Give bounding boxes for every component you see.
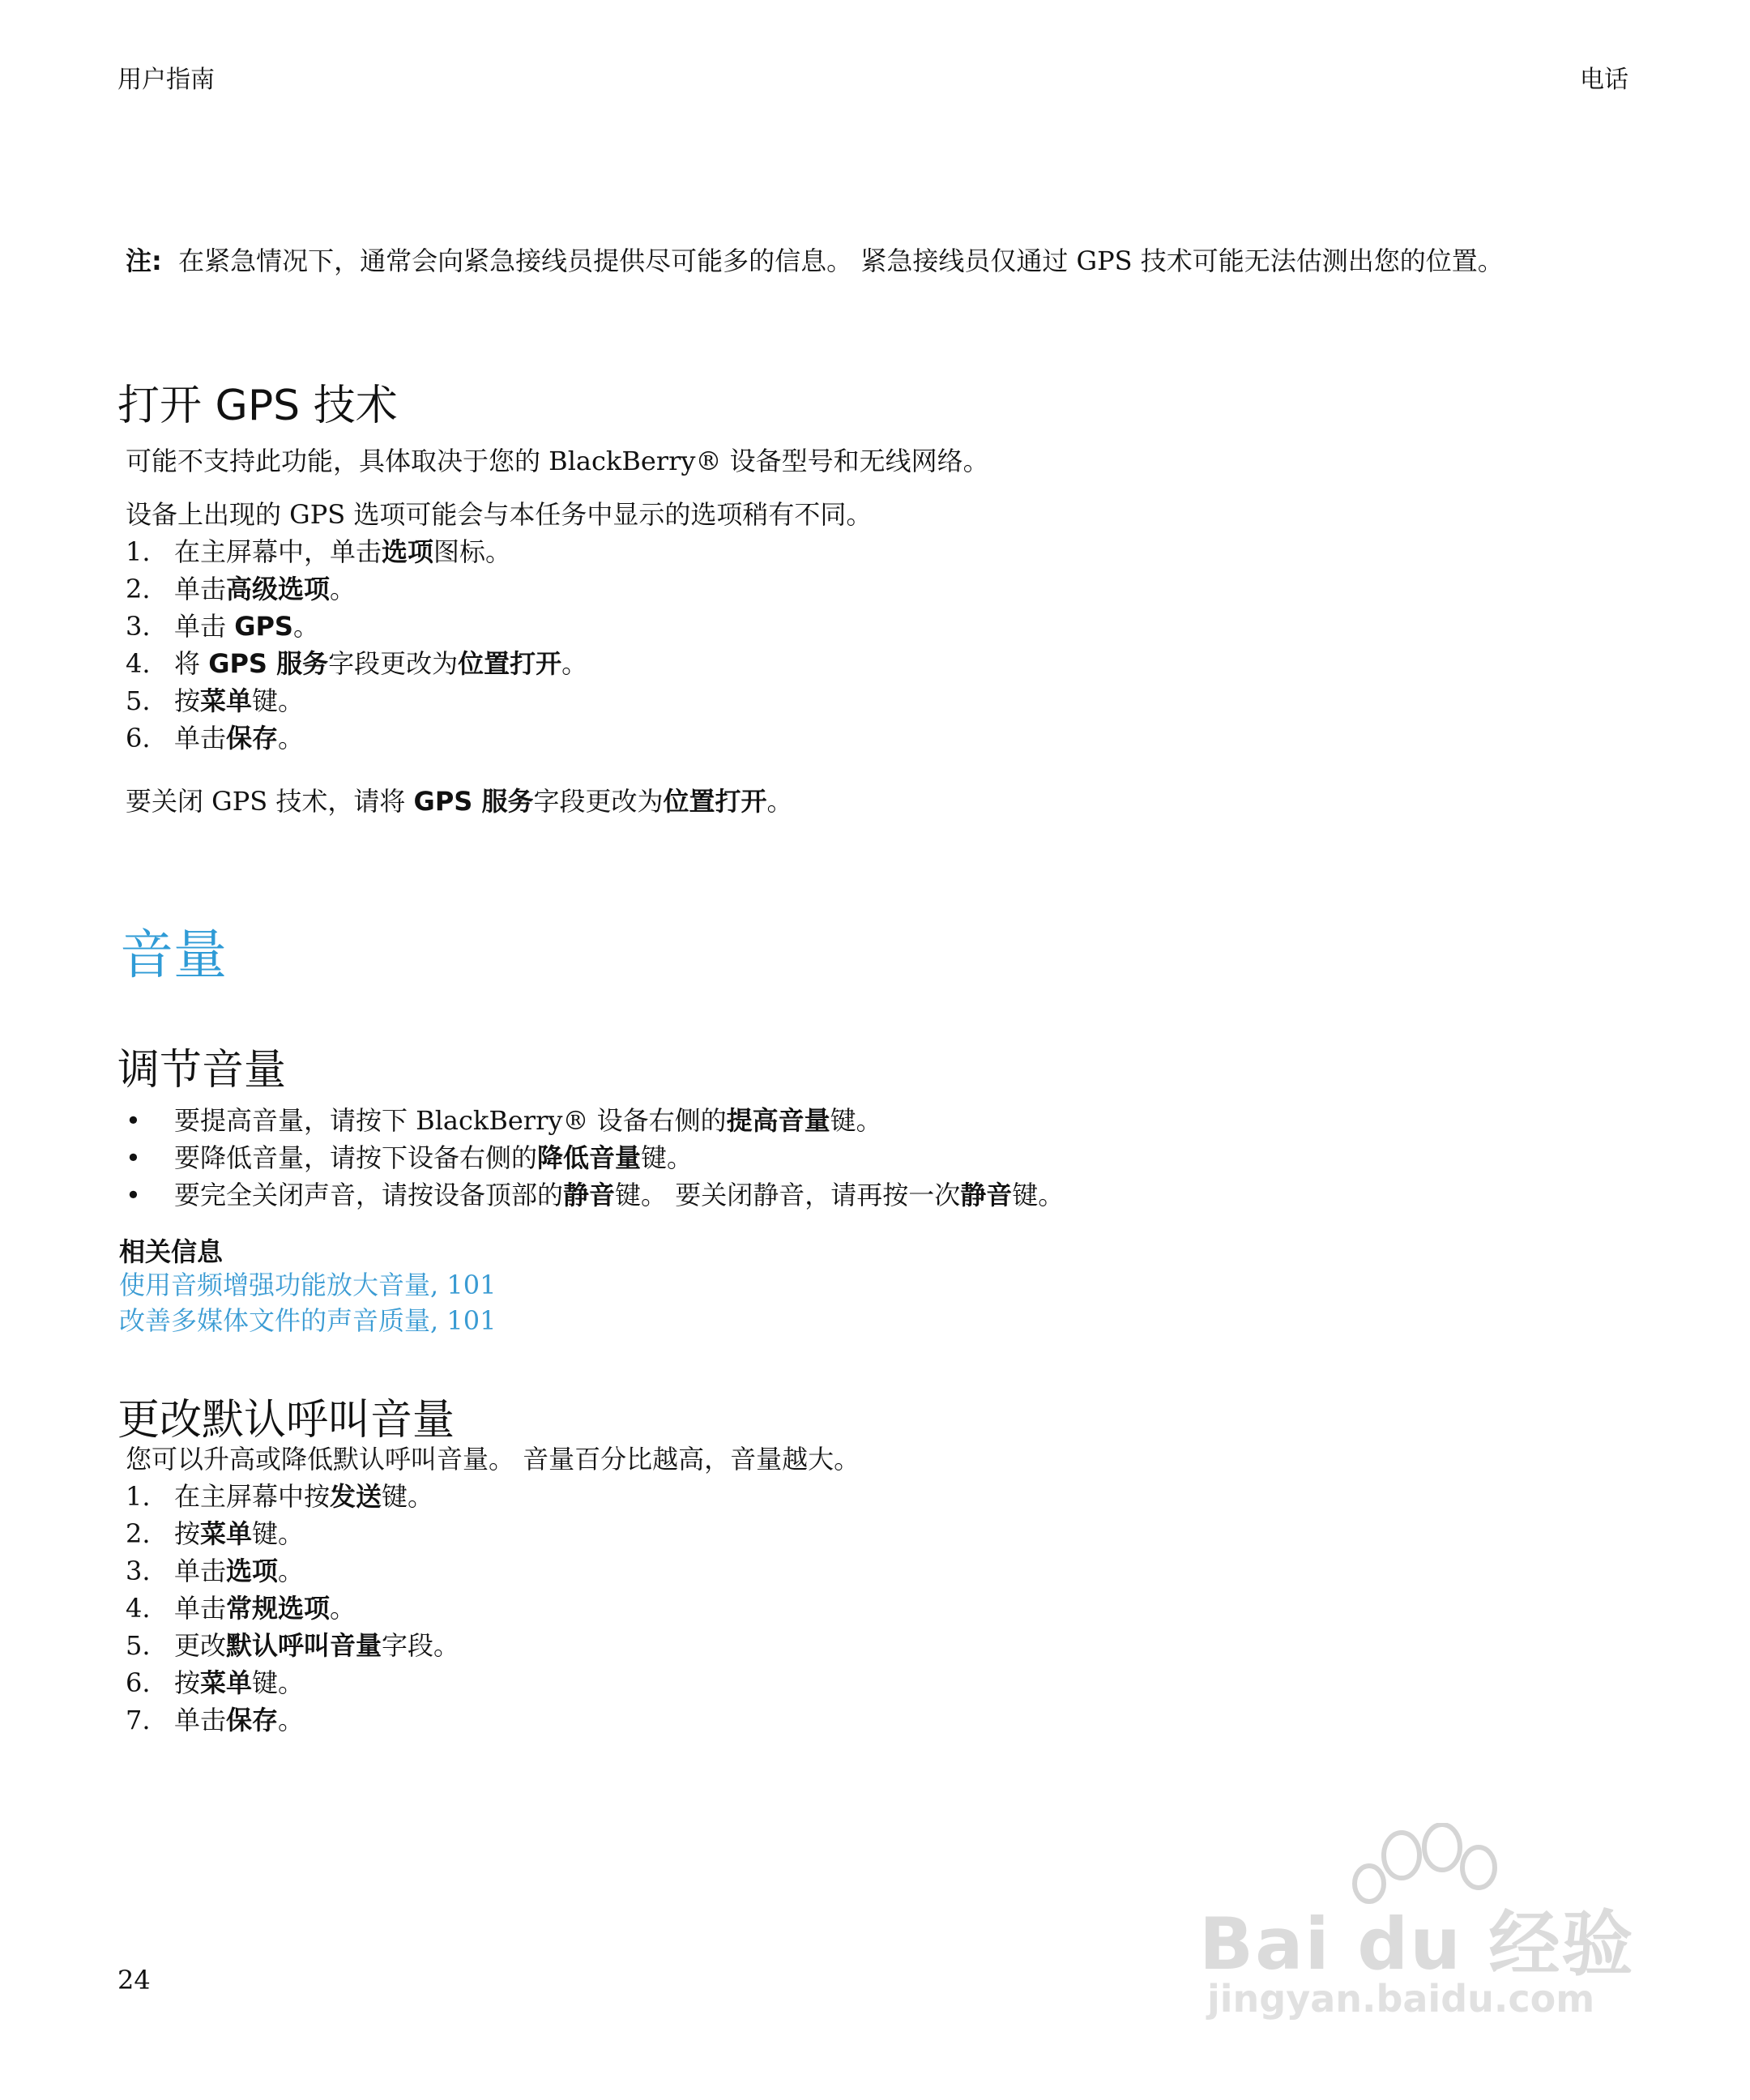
note-text: 在紧急情况下，通常会向紧急接线员提供尽可能多的信息。 紧急接线员仅通过 GPS 技术可能无法估测出您的位置。 <box>178 245 1504 276</box>
list-item: 5. 按菜单键。 <box>126 685 305 716</box>
gps-intro: 可能不支持此功能，具体取决于您的 BlackBerry® 设备型号和无线网络。 <box>126 446 989 476</box>
related-link-audio-boost[interactable]: 使用音频增强功能放大音量, 101 <box>119 1270 497 1300</box>
list-item: • 要提高音量，请按下 BlackBerry® 设备右侧的提高音量键。 <box>126 1105 882 1136</box>
related-info-label: 相关信息 <box>119 1236 224 1267</box>
list-item: 3. 单击 GPS。 <box>126 611 319 642</box>
volume-chapter-title: 音量 <box>120 924 227 986</box>
note-label: 注: <box>126 245 162 276</box>
gps-steps-list <box>126 533 587 757</box>
list-item: 7. 单击保存。 <box>126 1705 305 1735</box>
list-item: 4. 将 GPS 服务字段更改为位置打开。 <box>126 648 588 679</box>
list-item: • 要降低音量，请按下设备右侧的降低音量键。 <box>126 1142 694 1173</box>
adjust-volume-title: 调节音量 <box>117 1046 287 1095</box>
watermark-url: jingyan.baidu.com <box>1207 1977 1595 2021</box>
list-item: 6. 按菜单键。 <box>126 1667 305 1698</box>
default-call-volume-intro: 您可以升高或降低默认呼叫音量。 音量百分比越高，音量越大。 <box>126 1444 860 1475</box>
gps-options-note: 设备上出现的 GPS 选项可能会与本任务中显示的选项稍有不同。 <box>126 499 873 530</box>
list-item: • 要完全关闭声音，请按设备顶部的静音键。 要关闭静音，请再按一次静音键。 <box>126 1180 1065 1210</box>
emergency-note <box>126 243 1641 279</box>
watermark-brand: Bai du 经验 <box>1199 1902 1635 1986</box>
header-doc-title: 用户指南 <box>117 66 215 94</box>
gps-section-title: 打开 GPS 技术 <box>117 382 398 430</box>
list-item: 2. 按菜单键。 <box>126 1518 305 1549</box>
header-section-title: 电话 <box>1580 66 1628 94</box>
adjust-volume-list <box>126 1102 1064 1214</box>
default-call-volume-steps <box>126 1478 459 1739</box>
related-link-media-quality[interactable]: 改善多媒体文件的声音质量, 101 <box>119 1305 497 1336</box>
list-item: 2. 单击高级选项。 <box>126 574 356 604</box>
default-call-volume-title: 更改默认呼叫音量 <box>117 1396 455 1445</box>
list-item: 4. 单击常规选项。 <box>126 1593 356 1624</box>
list-item: 5. 更改默认呼叫音量字段。 <box>126 1630 460 1661</box>
gps-turn-off-text: 要关闭 GPS 技术，请将 GPS 服务字段更改为位置打开。 <box>126 786 793 817</box>
list-item: 1. 在主屏幕中按发送键。 <box>126 1481 434 1512</box>
list-item: 6. 单击保存。 <box>126 723 305 753</box>
page-number: 24 <box>117 1965 151 1995</box>
baidu-watermark <box>1199 1823 1653 2034</box>
list-item: 3. 单击选项。 <box>126 1556 305 1586</box>
list-item: 1. 在主屏幕中，单击选项图标。 <box>126 536 512 567</box>
